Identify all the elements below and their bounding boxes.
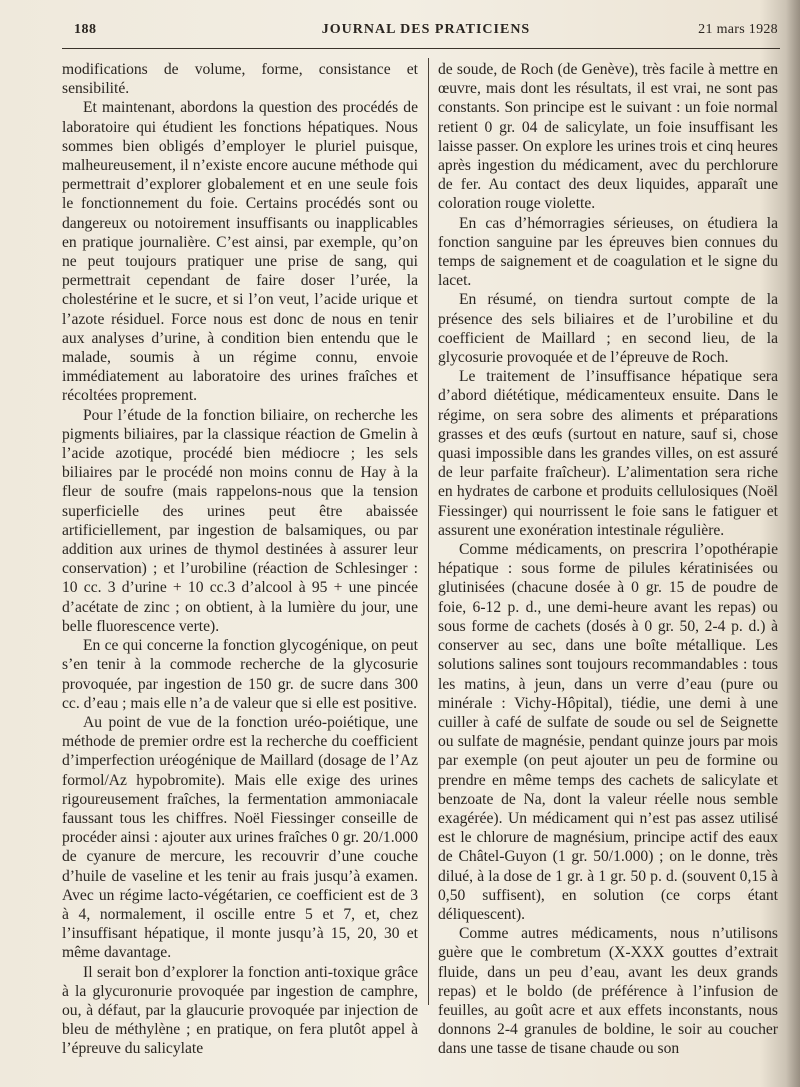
paragraph: Comme médicaments, on prescrira l’opothérapie hépatique : sous forme de pilules kératinisées ou glutinisées (chacune dosée à 0 gr. 15 de poudre de foie, 6-12 p. d., une demi-heure avant les repas) ou sous forme de cachets (dosés à 0 gr. 50, 2-4 p. d.) à conserver au sec, dans une boîte métallique. Les solutions salines sont toujours recommandables : tous les matins, à jeun, dans un verre d’eau (pure ou minérale : Vichy-Hôpital), tiédie, une demi à une cuiller à café de sulfate de soude ou sel de Seignette ou sulfate de magnésie, pendant quinze jours par mois par exemple (on peut ajouter un peu de formine ou prendre en même temps des cachets de salicylate et benzoate de Na, dont la valeur réelle nous semble exagérée). Un médicament qui n’est pas assez utilisé est le chlorure de magnésium, principe actif des eaux de Châtel-Guyon (1 gr. 50/1.000) ; on le donne, très dilué, à la dose de 1 gr. à 1 gr. 50 p. d. (souvent 0,15 à 0,50 suffisent), en solution (ce corps étant déliquescent).	[438, 541, 778, 923]
paragraph: Le traitement de l’insuffisance hépatique sera d’abord diététique, médicamenteux ensuite. Dans le régime, on sera sobre des aliments et préparations grasses et des œufs (surtout en nature, sauf si, chose quasi impossible dans les grandes villes, on est assuré de leur parfaite fraîcheur). L’alimentation sera riche en hydrates de carbone et produits cellulosiques (Noël Fiessinger) qui nourrissent le foie sans le fatiguer et assurent une exonération intestinale régulière.	[438, 368, 778, 539]
header-rule	[62, 48, 780, 49]
issue-date: 21 mars 1928	[698, 22, 778, 37]
paragraph: Au point de vue de la fonction uréo-poiétique, une méthode de premier ordre est la recherche du coefficient d’imperfection uréogénique de Maillard (dosage de l’Az formol/Az hypobromite). Mais elle exige des urines rigoureusement fraîches, la fermentation ammoniacale faussant tous les chiffres. Noël Fiessinger conseille de procéder ainsi : ajouter aux urines fraîches 0 gr. 20/1.000 de cyanure de mercure, les recouvrir d’une couche d’huile de vaseline et les tenir au frais jusqu’à examen. Avec un régime lacto-végétarien, ce coefficient est de 3 à 4, normalement, il oscille entre 5 et 7, et, chez l’insuffisant hépatique, il monte jusqu’à 15, 20, 30 et même davantage.	[62, 713, 418, 962]
paragraph: modifications de volume, forme, consistance et sensibilité.	[62, 61, 418, 98]
left-column	[62, 60, 418, 1059]
paragraph: En ce qui concerne la fonction glycogénique, on peut s’en tenir à la commode recherche de la glycosurie provoquée, par ingestion de 150 gr. de sucre dans 300 cc. d’eau ; mais elle n’a de valeur que si elle est positive.	[62, 637, 418, 712]
paragraph: Et maintenant, abordons la question des procédés de laboratoire qui étudient les fonctions hépatiques. Nous sommes bien obligés d’employer le pluriel puisque, malheureusement, il n’existe encore aucune méthode qui permettrait d’explorer globalement et en une seule fois le fonctionnement du foie. Certains procédés sont ou dangereux ou notoirement insuffisants ou inapplicables en pratique journalière. C’est ainsi, par exemple, qu’on ne peut toujours pratiquer une prise de sang, qui permettrait cependant de faire doser l’urée, la cholestérine et le sucre, et si l’on veut, l’acide urique et l’azote résiduel. Force nous est donc de nous en tenir aux analyses d’urine, à condition bien entendu que le malade, soumis à un régime connu, envoie immédiatement au laboratoire des urines fraîches et récoltées proprement.	[62, 99, 418, 405]
column-divider	[428, 58, 429, 1005]
paragraph: de soude, de Roch (de Genève), très facile à mettre en œuvre, mais dont les résultats, il est vrai, ne sont pas constants. Son principe est le suivant : un foie normal retient 0 gr. 04 de salicylate, un foie insuffisant les laisse passer. On explore les urines trois et cinq heures après ingestion du médicament, avec du perchlorure de fer. Au contact des deux liquides, apparaît une coloration rouge violette.	[438, 61, 778, 213]
paragraph: Pour l’étude de la fonction biliaire, on recherche les pigments biliaires, par la classique réaction de Gmelin à l’acide azotique, procédé bien médiocre ; les sels biliaires par le procédé non moins connu de Hay à la fleur de soufre (mais rappelons-nous que la tension superficielle des urines peut être abaissée artificiellement, par ingestion de balsamiques, ou par addition aux urines de thymol destinées à assurer leur conservation) ; et l’urobiline (réaction de Schlesinger : 10 cc. 3 d’urine + 10 cc.3 d’alcool à 95 + une pincée d’acétate de zinc ; on obtient, à la lumière du jour, une belle fluorescence verte).	[62, 406, 418, 635]
book-spine-shadow	[786, 0, 800, 1087]
page-number: 188	[74, 22, 97, 37]
paragraph: En résumé, on tiendra surtout compte de la présence des sels biliaires et de l’urobiline et du coefficient de Maillard ; en second lieu, de la glycosurie provoquée et de l’épreuve de Roch.	[438, 291, 778, 367]
paragraph: Comme autres médicaments, nous n’utilisons guère que le combretum (X-XXX gouttes d’extrait fluide, dans un peu d’eau, avant les deux grands repas) et le boldo (de préférence à l’infusion de feuilles, au goût acre et aux effets inconstants, nous donnons 2-4 granules de boldine, le soir au coucher dans une tasse de tisane chaude ou son	[438, 925, 778, 1058]
page-header	[74, 22, 778, 42]
paragraph: En cas d’hémorragies sérieuses, on étudiera la fonction sanguine par les épreuves bien connues du temps de saignement et de coagulation et le signe du lacet.	[438, 214, 778, 290]
running-title: JOURNAL DES PRATICIENS	[321, 22, 531, 37]
right-column	[438, 60, 778, 1059]
paragraph: Il serait bon d’explorer la fonction anti-toxique grâce à la glycuronurie provoquée par ingestion de camphre, ou, à défaut, par la glaucurie provoquée par injection de bleu de méthylène ; en pratique, on fera plutôt appel à l’épreuve du salicylate	[62, 963, 418, 1058]
